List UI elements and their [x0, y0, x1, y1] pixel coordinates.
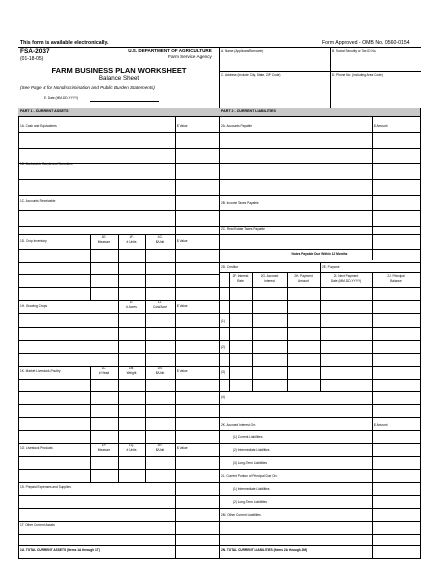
grid-center	[219, 108, 220, 559]
part1-value-col	[175, 116, 176, 559]
p2-realestate-label: 2C. Real Estate Taxes Payable	[221, 227, 265, 231]
header-divider	[219, 47, 220, 108]
date-field[interactable]	[90, 101, 159, 102]
header-divider-2	[330, 47, 331, 108]
p1-products-label: 1O. Livestock Products	[20, 446, 53, 450]
p2-purpose-label: 2E. Purpose	[322, 265, 340, 269]
p1-receivable-label: 1C. Accounts Receivable	[20, 199, 56, 203]
name-field-label: A. Name (Applicant/Borrower)	[221, 49, 264, 53]
form-date: (01-18-05)	[20, 56, 44, 62]
p1-prepaid-label: 1S. Prepaid Expenses and Supplies	[20, 485, 71, 489]
p1-value-label: $ Value	[177, 124, 188, 128]
form-title: FARM BUSINESS PLAN WORKSHEET	[51, 66, 187, 75]
form-number: FSA-2037	[20, 48, 50, 55]
grid-right	[420, 108, 421, 559]
p2-creditor-label: 2D. Creditor	[221, 265, 239, 269]
p1-cash-label: 1A. Cash and Equivalents	[20, 124, 57, 128]
part1-heading: PART 1 - CURRENT ASSETS	[20, 109, 69, 113]
burden-note: (See Page 4 for Nondiscrimination and Public Burden Statements)	[20, 85, 155, 90]
p2-payable-label: 2A. Accounts Payable	[221, 124, 253, 128]
phone-field-label: D. Phone No. (Including Area Code)	[332, 73, 383, 77]
address-field-label: C. Address (Include City, State, ZIP Code)	[221, 73, 281, 77]
p2-total-label: 2N. TOTAL CURRENT LIABILITIES (Items 2A through 2M)	[221, 548, 308, 552]
electronic-note: This form is available electronically.	[20, 40, 109, 46]
p1-other-label: 1T. Other Current Assets	[20, 523, 55, 527]
p1-livestock-label: 1K. Market Livestock-Poultry	[20, 369, 61, 373]
part2-amount-col-a	[372, 116, 373, 260]
ssn-field-label: B. Social Security or Tax ID No.	[332, 49, 377, 53]
header-mid-rule	[219, 71, 421, 72]
p1-growing-label: 1H. Growing Crops	[20, 304, 48, 308]
p1-crop-label: 1D. Crop Inventory	[20, 239, 47, 243]
grid-left	[18, 108, 19, 559]
p1-total-label: 1U. TOTAL CURRENT ASSETS (Items 1A through 1T)	[20, 548, 100, 552]
omb-approval: Form Approved - OMB No. 0560-0154	[322, 40, 410, 46]
p2-notes-heading: Notes Payable Due Within 12 Months	[291, 252, 348, 256]
p2-accrued-label: 2K. Accrued Interest On:	[221, 423, 256, 427]
form-subtitle: Balance Sheet	[98, 75, 140, 82]
date-label: E. Date (MM-DD-YYYY)	[44, 96, 79, 100]
agency-name: U.S. DEPARTMENT OF AGRICULTURE	[128, 48, 212, 53]
p2-amount-label: $ Amount	[374, 124, 388, 128]
p2-income-tax-label: 2B. Income Taxes Payable	[221, 201, 259, 205]
agency-sub: Farm Service Agency	[168, 54, 212, 59]
p1-bonds-label: 1B. Marketable Bonds and Securities	[20, 162, 73, 166]
part2-heading: PART 2 - CURRENT LIABILITIES	[221, 109, 276, 113]
p2-other-label: 2M. Other Current Liabilities	[221, 513, 261, 517]
p2-principal-label: 2L. Current Portion of Principal Due On:	[221, 474, 278, 478]
form-page: This form is available electronically. Form Approved - OMB No. 0560-0154 FSA-2037 (01-18-05) U.S. DEPARTMENT OF AGRICULTURE Farm Service Agency FARM BUSINESS PLAN WORKSHEET Balance Sheet (See Page 4 for Nondiscrimination and Public Burden Statements) E. Date (MM-DD-YYYY) A. Name (Applicant/Borrower) B. Social Security or Tax ID No. C. Address (Include City, State, ZIP Code) D. Phone No. (Including Area Code) PART 1 - CURRENT ASSETS PART 2 - CURRENT LIABILITIES $ Value 1A. Cash and Equivalents 1B. Marketable Bonds and Securities 1C. Accounts Receivable 1D. Crop Inventory 1E. Measure 1F. # Units 1G. $/Unit $ Value 1H. Growing Crops 1I. # Acres 1J. Cost/Acre $ Value 1K. Market Livestock-Poultry 1L. # Head 1M. Weight 1N. $/Unit $ Value 1O. Livestock Products 1P. Measure 1Q. # Units 1R. $/Unit $ Value 1S. Prepaid Expenses and Supplies 1T. Other Current Assets 1U. TOTAL CURRENT ASSETS (Items 1A through 1T) $ Amount 2A. Accounts Payable 2B. Income Taxes Payable 2C. Real Estate Taxes Payable Notes Payable Due Within 12 Months 2D. Creditor 2E. Purpose 2F. Interest Rate 2G. Accrued Interest 2H. Payment Amount 2I. Next Payment Date (MM-DD-YYYY) 2J. Principal Balance (1) (2) (3) (4) 2K. Accrued Interest On: $ Amount (1) Current Liabilities (2) Intermediate Liabilities (3) Long-Term Liabilities 2L. Current Portion of Principal Due On: (1) Intermediate Liabilities (2) Long-Term Liabilities 2M. Other Current Liabilities 2N. TOTAL CURRENT LIABILITIES (Items 2A through 2M)	[0, 0, 440, 569]
